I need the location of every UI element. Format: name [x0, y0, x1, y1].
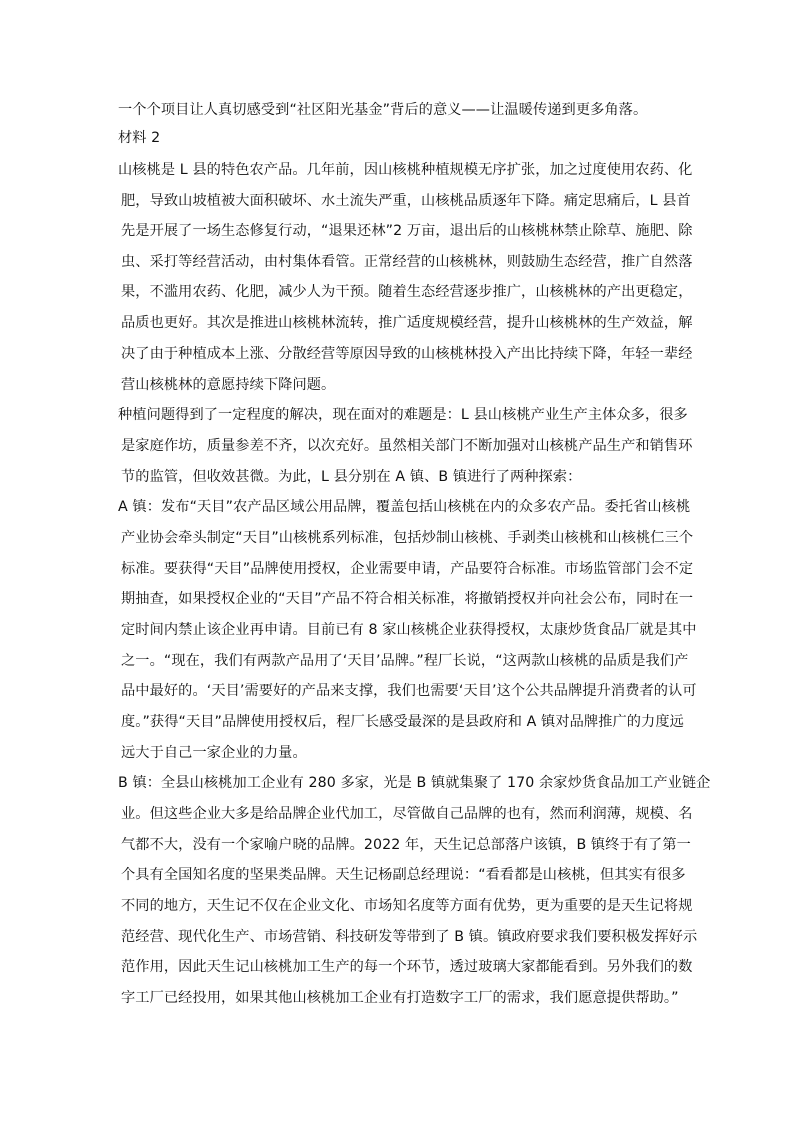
text-line: 范作用，因此天生记山核桃加工生产的每一个环节，透过玻璃大家都能看到。另外我们的数: [121, 959, 693, 975]
text-line: 远大于自己一家企业的力量。: [121, 745, 307, 761]
text-line: 产业协会牵头制定“天目”山核桃系列标准，包括炒制山核桃、手剥类山核桃和山核桃仁三个: [121, 530, 694, 546]
text-line: 品中最好的。‘天目’需要好的产品来支撑，我们也需要‘天目’这个公共品牌提升消费者的认可: [121, 683, 697, 699]
text-line: 虫、采打等经营活动，由村集体看管。正常经营的山核桃林，则鼓励生态经营，推广自然落: [121, 254, 693, 270]
text-line: 种植问题得到了一定程度的解决，现在面对的难题是：L 县山核桃产业生产主体众多，很多: [118, 407, 688, 423]
text-line: 品质也更好。其次是推进山核桃林流转，推广适度规模经营，提升山核桃林的生产效益，解: [121, 315, 693, 331]
text-line: A 镇：发布“天目”农产品区域公用品牌，覆盖包括山核桃在内的众多农产品。委托省山核桃: [118, 499, 691, 515]
text-line: 山核桃是 L 县的特色农产品。几年前，因山核桃种植规模无序扩张，加之过度使用农药、化: [118, 162, 693, 178]
text-line: 范经营、现代化生产、市场营销、科技研发等带到了 B 镇。镇政府要求我们要积极发挥好示: [121, 929, 698, 945]
text-line: 定时间内禁止该企业再申请。目前已有 8 家山核桃企业获得授权，太康炒货食品厂就是其中: [121, 622, 697, 638]
text-line: 营山核桃林的意愿持续下降问题。: [121, 377, 336, 393]
text-line: 节的监管，但收效甚微。为此，L 县分别在 A 镇、B 镇进行了两种探索：: [121, 469, 582, 485]
text-line: 果，不滥用农药、化肥，减少人为干预。随着生态经营逐步推广，山核桃林的产出更稳定，: [121, 284, 693, 300]
text-line: 业。但这些企业大多是给品牌企业代加工，尽管做自己品牌的也有，然而利润薄，规模、名: [121, 806, 693, 822]
text-line: 一个个项目让人真切感受到“社区阳光基金”背后的意义——让温暖传递到更多角落。: [118, 102, 648, 118]
section-heading: 材料 2: [118, 130, 161, 146]
text-line: 个具有全国知名度的坚果类品牌。天生记杨副总经理说：“看看都是山核桃，但其实有很多: [121, 867, 686, 883]
text-line: 期抽查，如果授权企业的“天目”产品不符合相关标准，将撤销授权并向社会公布，同时在一: [121, 591, 694, 607]
text-line: 肥，导致山坡植被大面积破坏、水土流失严重，山核桃品质逐年下降。痛定思痛后，L 县首: [121, 193, 691, 209]
text-line: 先是开展了一场生态修复行动，“退果还林”2 万亩，退出后的山核桃林禁止除草、施肥、除: [121, 223, 693, 239]
text-line: 字工厂已经投用，如果其他山核桃加工企业有打造数字工厂的需求，我们愿意提供帮助。”: [121, 990, 679, 1006]
text-line: 度。”获得“天目”品牌使用授权后，程厂长感受最深的是县政府和 A 镇对品牌推广的力度远: [121, 714, 684, 730]
text-line: 不同的地方，天生记不仅在企业文化、市场知名度等方面有优势，更为重要的是天生记将规: [121, 898, 693, 914]
text-line: 决了由于种植成本上涨、分散经营等原因导致的山核桃林投入产出比持续下降，年轻一辈经: [121, 346, 693, 362]
text-line: 气都不大，没有一个家喻户晓的品牌。2022 年，天生记总部落户该镇，B 镇终于有了第一: [121, 837, 691, 853]
text-line: 之一。“现在，我们有两款产品用了‘天目’品牌。”程厂长说，“这两款山核桃的品质是我们产: [121, 653, 689, 669]
text-line: 标准。要获得“天目”品牌使用授权，企业需要申请，产品要符合标准。市场监管部门会不定: [121, 561, 694, 577]
text-line: B 镇：全县山核桃加工企业有 280 多家，光是 B 镇就集聚了 170 余家炒货食品加工产业链企: [118, 775, 711, 791]
text-line: 是家庭作坊，质量参差不齐，以次充好。虽然相关部门不断加强对山核桃产品生产和销售环: [121, 438, 693, 454]
